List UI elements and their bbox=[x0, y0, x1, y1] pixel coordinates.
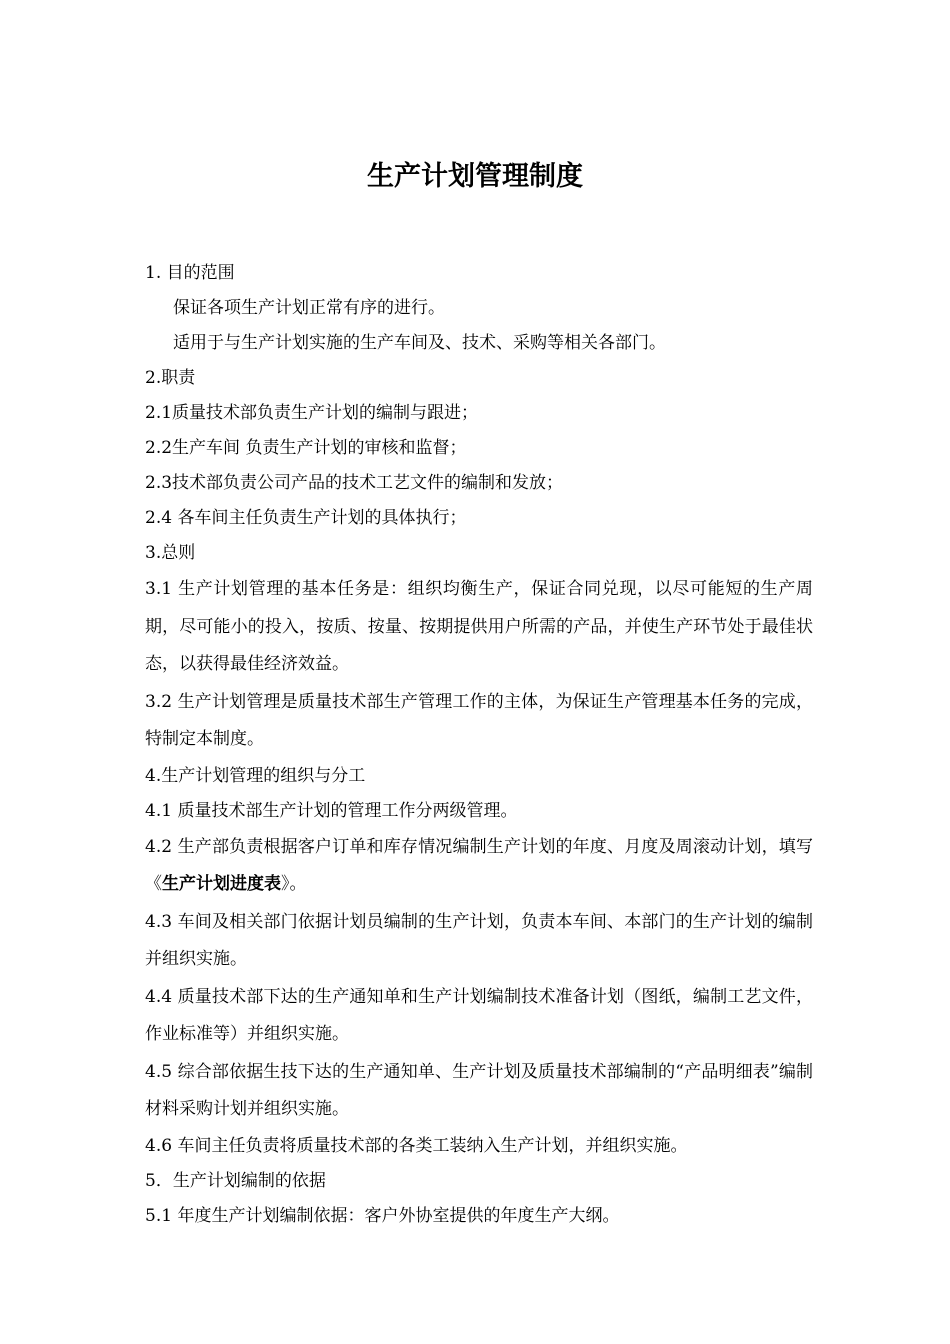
clause-4-2-text: 4.2 生产部负责根据客户订单和库存情况编制生产计划的年度、月度及周滚动计划，填写《 bbox=[145, 836, 813, 894]
clause-4-4: 4.4 质量技术部下达的生产通知单和生产计划编制技术准备计划（图纸，编制工艺文件，作业标准等）并组织实施。 bbox=[145, 986, 813, 1044]
clause-3-2: 3.2 生产计划管理是质量技术部生产管理工作的主体，为保证生产管理基本任务的完成，特制定本制度。 bbox=[145, 691, 813, 749]
section-heading-responsibilities: 2.职责 bbox=[145, 368, 196, 388]
clause-2-4: 2.4 各车间主任负责生产计划的具体执行； bbox=[145, 508, 467, 528]
clause-3-1: 3.1 生产计划管理的基本任务是：组织均衡生产，保证合同兑现，以尽可能短的生产周期，尽可能小的投入，按质、按量、按期提供用户所需的产品，并使生产环节处于最佳状态，以获得最佳经济效益。 bbox=[145, 579, 813, 674]
section-heading-organization: 4.生产计划管理的组织与分工 bbox=[145, 765, 366, 786]
clause-5-1: 5.1 年度生产计划编制依据：客户外协室提供的年度生产大纲。 bbox=[145, 1205, 620, 1226]
document-body bbox=[145, 256, 813, 1234]
clause-4-6: 4.6 车间主任负责将质量技术部的各类工装纳入生产计划，并组织实施。 bbox=[145, 1135, 688, 1156]
form-name-schedule-table: 生产计划进度表 bbox=[162, 874, 281, 894]
clause-2-2: 2.2生产车间 负责生产计划的审核和监督； bbox=[145, 438, 467, 458]
clause-4-5: 4.5 综合部依据生技下达的生产通知单、生产计划及质量技术部编制的“产品明细表”编制材料采购计划并组织实施。 bbox=[145, 1061, 813, 1119]
clause-4-3: 4.3 车间及相关部门依据计划员编制的生产计划，负责本车间、本部门的生产计划的编制并组织实施。 bbox=[145, 911, 813, 969]
paragraph-scope: 适用于与生产计划实施的生产车间及、技术、采购等相关各部门。 bbox=[173, 333, 666, 353]
clause-4-1: 4.1 质量技术部生产计划的管理工作分两级管理。 bbox=[145, 800, 518, 821]
paragraph-purpose: 保证各项生产计划正常有序的进行。 bbox=[173, 298, 445, 318]
section-heading-basis: 5．生产计划编制的依据 bbox=[145, 1170, 326, 1191]
clause-2-3: 2.3技术部负责公司产品的技术工艺文件的编制和发放； bbox=[145, 473, 564, 493]
clause-2-1: 2.1质量技术部负责生产计划的编制与跟进； bbox=[145, 403, 479, 423]
document-title: 生产计划管理制度 bbox=[367, 161, 583, 192]
clause-4-2-end: 》。 bbox=[281, 874, 307, 894]
section-heading-general: 3.总则 bbox=[145, 543, 196, 563]
section-heading-purpose-scope: 1. 目的范围 bbox=[145, 263, 235, 283]
clause-4-2 bbox=[145, 829, 813, 904]
